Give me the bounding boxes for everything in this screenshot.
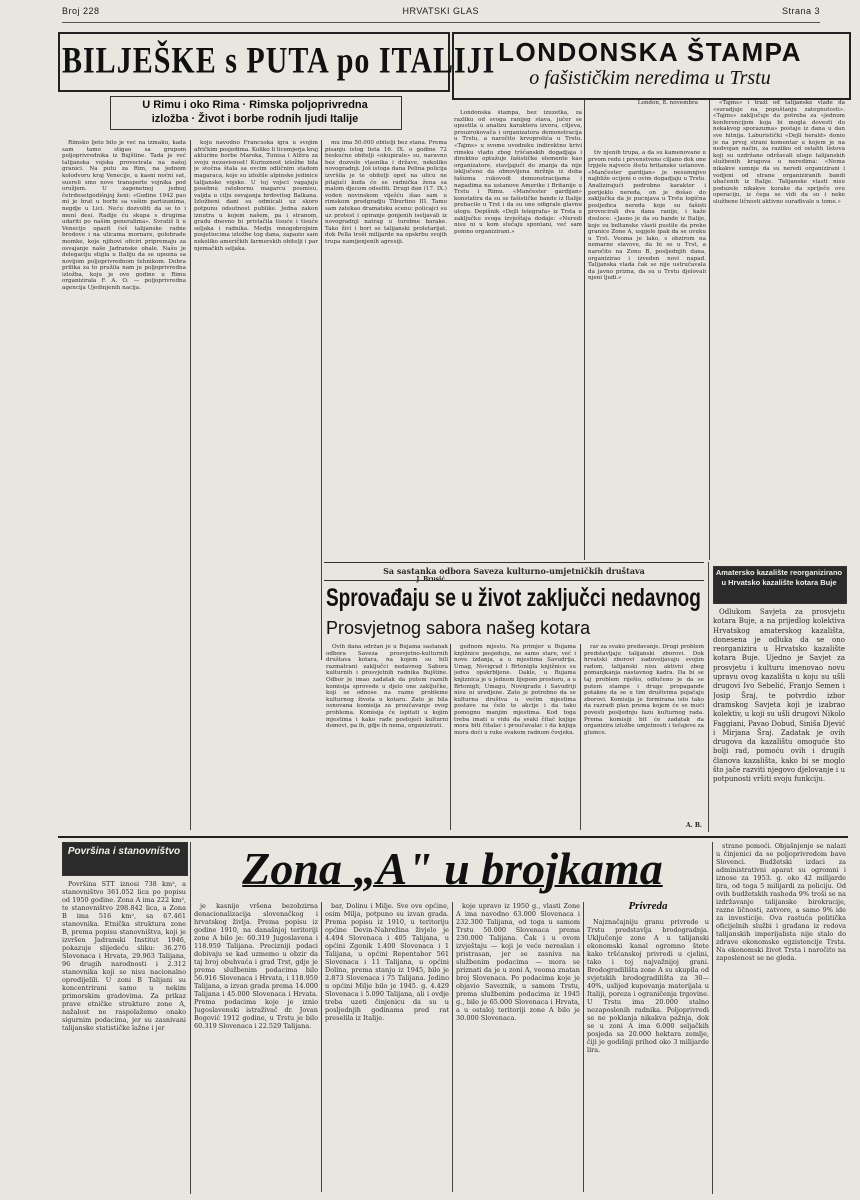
amaterskog-title: Amatersko kazalište reorganizirano u Hrvatsko kazalište kotara Buje [715,568,843,587]
londonska-col-1 [454,110,582,560]
londonska-dateline: London, 8. novembra [637,100,698,106]
sprovadju-col-1 [326,644,448,830]
povrsina-body: Površina STT iznosi 738 km², a stanovništvo 361.052 lica po popisu od 1950 godine. Zona A ima 222 km², te stanovništvo 298.842 lica, a Zona B ima 516 km², sa 67.461 stanovnika. Etnička struktura zone B, prema popisu stanovništva, koji je izvršen Jadranski Institut 1946, pokazuje slijedeću sliku: 36.276 Slovenaca i Hrvata, 29.963 Talijana, 96 drugih narodnosti i 2.312 stanovnika koji se nisu nacionalno opredijelili. U zoni B Talijani su koncentrirani samo u nekim primorskim gradovima. Za prikaz prave etničke strukture zone A, nažalost ne raspolažemo onako sigurnim podacima, jer su zasnivani talijanske statističke lažne i jer [62,880,186,1032]
londonska-title: LONDONSKA ŠTAMPA [498,37,802,67]
sprovadju-col-3 [584,644,704,820]
column-rule [450,644,451,830]
section-divider [58,836,848,838]
londonska-col-3 [713,100,845,560]
sprovadju-title: Sprovađaju se u život zaključci nedavnog [326,585,701,613]
londonska-subtitle: o fašističkim neredima u Trstu [529,67,771,89]
issue-number: Broj 228 [62,6,100,16]
zona-body-4: koje upravo iz 1950 g., vlasti Zone A ima navodno 63.000 Slovenaca i 232.300 Talijana, od toga u samom Trstu 50.000 Slovenaca prema 230.000 Talijana. Čak i u ovom izvještaju — koji je veće nerealan i pristrasan, jer se zasniva na službenim podacima — mora se priznati da je u zoni A, veoma znatan broj Slovenaca. Po podacima koje je objavio Saveznik, u samom Trstu, prema službenim podacima iz 1945 g., bilo je 65.000 Slovenaca i Hrvata, a u ostaloj teritoriji zone A bilo je 30.000 Slovenaca. [456,902,580,1022]
biljeske-body-1: Rimsko ljeto bilo je već na izmaku, kada sam tamo stigao sa grupom poljoprivrednika iz Bujštine. Tada je već talijanska vojska provocirala na našoj granici. Na putu za Rim, na jednom kolodvoru kraj Venecije, u kasni noćni sat, susreli smo nove transporte vojnika pod oružjem. U zagonetnoj jednoj četrdesetgodišnjoj ženi: «Godine 1942 pao mi je brat u borbi sa vašim partizanima, negdje u Lici. Neću dozvoliti da se to i mení desi. Radije ću skupa s drugima udariti po našim generalima». Svratiš li u Venecijo opazit ćeš talijanske radne brodove i na ulicama mornare, golobrade momke, koje njihovi oficiri pripremaju za osvajanje naše Jadranske obale. Našu je delegaciju stigla u Italiju da se upozna sa novijom poljoprivrednom tehnikom. Dobra prilika za to pružila nam je poljoprivredna izložba, koju je ove godine u Rimu organizirala F. A. O. — poljoprivredna agencija Ujedinjenih nacija. [62,140,186,292]
column-rule [583,902,584,1192]
sprovadju-body-3: rar za svako predavanje. Drugi problem predstavljaju talijanski zborovi. Dok hrvatski zborovi zadovoljavaju svojim radom, talijanski nisu aktivni zbog pomanjkanja nastavnog kadra. Da bi se taj problem riješio, odlučeno je da se putem stampe i druge propagande potakne da se u tim društvima pojačaju zborovi. Komisija je formirana isto tako da razradi plan prema kojem će se moći povesti posljednju fazu kulturnog rada. Prema komisiji bit će zadatak da organizira izložbe umjetnosti i tečajeve za glumce. [584,644,704,736]
povrsina-col [62,880,186,1192]
page-number: Strana 3 [781,6,820,16]
biljeske-body-3: mu ima 50.000 obitelji bez stana. Prema pisanju istog lista 16. IX. o godine 72 beskućne obitelji «okupirale» su, naravno bez dozvole vlasnika i države, nekoliko novogradnji. Još istoga dana Pelina policija izvršila je te obitelji opet na ulicu ne pitajući kuda će se radnička žena sa malom djecom odseliti. Drugi dan (17. IX.) voden novinskom viješću išao sam u rimskom predgradju Tiburtino III. Tamo sam zatekao dramatsku scenu: policajci su uz protest i opiranje gonjenih iseljavali iz novogradnji natrag u turobne barake. Tako živi i bori se talijanski proletarijat, dok Pella troši milijarde na opskrbu svojih trupa namijenjenih agresiji. [325,140,447,245]
privreda-title: Privreda [628,900,668,912]
sprovadju-col-2 [454,644,576,830]
column-rule [708,562,709,832]
biljeske-deck-1: U Rimu i oko Rima · Rimska poljoprivredna [142,99,368,111]
zona-col-2 [194,902,318,1192]
zona-col-4 [456,902,580,1192]
amaterskog-body: Odlukom Savjeta za prosvjetu kotara Buje, a na prijedlog kolektiva Hrvatskog amaterskog kazališta, donesena je odluka da se ono reorganizira u Hrvatsko kazalište kotara Buje. Ujedno je Savjet za prosvjetu i kulturu imenovao novu upravu ovog kazališta u koju su ušli drugovi Ivo Sebelić, Franjo Semen i Josip Šraj, te potvrdio izbor dramskog Savjeta koji je izabrao kolektiv, u koji su ušli drugovi Nikolo Faggiani, Pavao Dobud, Siniša Djević i Mirjana Šraj. Zadatak je ovih drugova da kazalištu omoguće što bolji rad, pomoću ovih i drugih članova kazališta, kako bi se moglo što jače razviti njegovo djelovanje i u potpunosti vršiti svoju funkciju. [713,608,845,784]
amaterskog-col [713,608,845,830]
column-rule [452,902,453,1192]
londonska-body-3: «Tajms» i traži od talijanske vlade da «suradjuje na popuštanju zategnutosti». «Tajms» zaključuje da potreba za «jednom konferencijom koja bi mogla dovesti do nekakvog sporazuma» postaje iz dana u dan sve hitnija. Laburistički «Dejli herald» donio je na prvoj strani komentar u kojem je na nedvojan način, za razliku od ostalih listova koji su uzdržano održavali uloge talijanskih službenih krugova u neredima: «Nema nikakve sumnje da su neredi organizirani i vodjeni od strane organiziranih bandi ubačenih iz Italije. Talijanske vlasti nisu poduzele nikakve korake da spriječe ovu operaciju, iz čega se vidi da su i neke službene ličnosti aktivno surađivale u tome.» [713,100,845,205]
zona-body-3: bar, Dolinu i Milje. Sve ove općine, osim Milja, potpuno su izvan grada. Prema popisu iz 1910, u teritoriju općine Devin-Nabrežina živjelo je 4.494 Slovenaca i 405 Talijana, u općini Zgonik 1.400 Slovenaca i 1 Talijana, u općini Repentabor 561 Slovenaca i 11 Talijana, u općini Dolina, prema stanju iz 1945, bilo je 2.873 Slovenaca i 75 Talijana. Jedino u općini Milje bilo je 1945. g. 4.429 Slovenaca i 5.090 Talijana, ali i ovdje treba uzeti činjenicu da su u posljednjih godinama pred rat preselila iz Italije. [325,902,449,1022]
column-rule [321,140,322,660]
zona-body-2: je kasnije vršena bezobzirna denacionalizacija slovenačkog i hrvatskog življa. Prema popisu iz godine 1910, na današnjoj teritoriji zone A bilo je: 60.319 Jugoslavena i 118.959 Talijana. Precizniji podaci dobivaju se kad uzmemo u obzir da taj broj obuhvaća i grad Trst, gdje je prema službenim podacima bilo 56.916 Slovenaca i Hrvata, i 118.959 Talijana, a izvan grada prema 14.000 Talijana i 45.000 Slovenaca i Hrvata. Prema podacima koje je iznio Jugoslavenski istraživač dr. Jovan Bogović 1912 godine, u Trstu je bilo 60.319 Slovenaca i 22.529 Talijana. [194,902,318,1030]
biljeske-body-2: koju navodno Francuska igra u svojim afričkim posjedima. Koliko li licemjerja kraj akturine borbe Maroka, Tunisa i Alžira za svoju nezavisnost! Kurioznost izložbe bila je stočna štala sa ovcim odličnim stadom magaraca, koje su izložile alpinske jedinice talijanske vojske. U toj vojsci vagajuju posebnu ratobornu magarcu posmisu, valjda u cilju osvajanja brdovitog Balkana. Izložbeni dani su odmicali uz skoro potpunu odsutnost publike. Jedna zakon iznutra u kojem našem, pa i stranom, gradu dnevno bi privlačila tisuće i tisuće seljaka i radnika. Medju mnogobrojnim posjetiocima izložbe tog dana, zapazio sam nekoliko američkih farmerskih obitelji i par njemačkih seljaka. [194,140,318,252]
sprovadju-body-2: gednom mjestu. Na primjer u Bujama knjižnice posjeduju, ne samo stare, već i nove izdanja, a u mjestima Savudrija, Umag, Novigrad i Brtonigla knjižnice su jedva opskrbljene. Dakle, u Bujama knjiznica je u jednom lijepom prostoru, a u Brtonigli, Umagu, Novigradu i Savudriji nisu ni uredjene. Zato je potrebno da se kulturna društva u većim mjestima postave na čelo te akcije i da tako pomognu manjim mjestima. Kod toga treba imati u vidu da svaki čitač knjige mora biti čitalac i proučavalac i da knjiga mora doći u ruke svakom radnom čovjeku. [454,644,576,736]
column-rule [321,902,322,1192]
column-rule [712,842,713,1194]
londonska-body-1: Londonska štampa, bez izuzetka, za razliku od svoga ranijeg stava, jučer se upustila u analizu karaktera izvora, ciljeva, prouzrokovača i organizatora demonstracija u Trstu, a naročito krvoprolića u Trstu. «Tajms» u svome uvodniku indirektno krivi rimsku vladu zbog tršćanskih dogadjaja i direktno optužuje fašističke elemente kao organizatore, stavljajući do znanja da nije isključeno da obnovljena mržnja iz doba fašizma rukovodi demonstracijama i napadima na ustanove Amerike i Britanije u Trstu i Rimu. «Mančester gardijan» konstatira da su se fašističke bande iz Italije prebacile u Trst i da su one odigrale glavnu ulogu. Depišnik «Dejli telegrafa» iz Trsta u zaključku svoga izvještaja dodaje: «Neredi nisu ni u kom slučaju spontani, već sam pomno organizirani.» [454,110,582,235]
zona-title: Zona „A" u brojkama [242,843,663,894]
biljeske-col-2 [194,140,318,830]
sprovadju-signature: A. B. [686,822,702,829]
sprovadju-subtitle: Prosvjetnog sabora našeg kotara [326,618,591,638]
povrsina-title: Površina i stanovništvo [67,846,181,857]
sprovadju-body-1: Ovih dana održan je u Bujama sastanak odbora Saveza prosvjetno-kulturnih društava kotara, na kojem su bili razmatrani zaključci nedavnog Sabora kulturnih i prosvjetnih radnika Bujštine. Odbor je imao zadatak da putem raznih komisija sprovede u djelo one zaključke, koji se odnose na razne probleme kulturnog života u kotaru. Zato je bila osnovana komisija za proučavanje ovog problema. Komisija će ispitati u kojim mjestima i kako rade postojeći kulturni domovi, pa ih, gdje ih nema, organizirati. [326,644,448,730]
biljeske-deck-2: izložba · Život i borbe rodnih ljudi Italije [151,113,359,125]
londonska-body-2: tiv njenih trupa, a da su kamenovane u prvom redu i prvenstveno ciljano dok one trpjele najvećo štetu britanske ustanove. «Mančester gardijan» je nesumnjivo najbliže ocijeni o ovim dogadjaju u Trstu. Analizirajući podrobno karakter i porijeklo nereda, on je došao do zaključka da je pucnjava u Trstu logična posljedica nereda koje su fašisti provocirali dva dana ranije, i kaže dosloce: «Jasno je da su bande iz Italije, koje su beltanske vlasti pustile da preko granice Zone A, uspjele ipak da se uvuku u Trst. Veoma je lako, s obzirom na nemarne stavove, da bi se u Trst, a naročito na Zonu B, posljednjih dana, organizirao i izveden novi napad. Talijanska vlada čak se nije ustručavala da javno prizna, da su u Trstu djelovali njeni ljudi.» [588,150,706,282]
biljeske-col-3 [325,140,447,560]
zona-body-6: strane pomoći. Objašnjenje se nalazi u činjenici da se poljoprivredom bave Slovenci. Budžetski izdaci za administrativni aparat su ogromni i iznose za 1953. g. oko 42 milijarde lira, od toga 5 milijardi za policiju. Od ovih budžetskih rashoda 9% troši se na izdržavanje talijanske birokracije, razne ličnosti, zatvore, a samo 9% ide za investicije. Ova rastuća politička oficijelnih službi i građana iz redova talijanskih imperijalista nije stalo do zdrave ekonomske egzistencije Trsta. Na ekonomski život Trsta i naročito na zaposlenost se ne gleda. [716,842,846,962]
section-divider [324,580,704,581]
biljeske-col-1 [62,140,186,830]
column-rule [190,842,191,1194]
column-rule [580,644,581,830]
zona-col-5 [587,918,709,1192]
biljeske-title: BILJEŠKE s PUTA po ITALIJI [62,40,496,82]
column-rule [709,100,710,560]
column-rule [190,140,191,830]
running-header [62,6,820,23]
zona-col-3 [325,902,449,1192]
zona-col-6 [716,842,846,1192]
section-divider [324,562,704,563]
zona-body-5: Najznačajniju granu privrede u Trstu predstavlja brodogradnja. Uključenje zone A u talijanski ekonomski kanal ogromno štete kako tršćanskoj privredi u cjelini, tako i toj najvažnijoj grani. Brodogradilišta zone A su skupila od svjetskih brodogradilišta za 30—40%, uslijed kupovanja materijala u Italiji, poreza i ograničenja trgovine. U Trstu ima 20.000 stalno nezaposlenih radnika. Poljoprivredi se ne poklanja nikakva pažnja, dok se u zoni A ima 6.000 seljačkih posjeda sa 20.000 hektara zemlje, čiji je godišnji prihod oko 3 milijarde lira. [587,918,709,1054]
column-rule [584,100,585,560]
paper-name: HRVATSKI GLAS [402,6,480,16]
sprovadju-section-label: Sa sastanka odbora Saveza kulturno-umjetničkih društava [383,566,645,576]
londonska-col-2 [588,150,706,560]
